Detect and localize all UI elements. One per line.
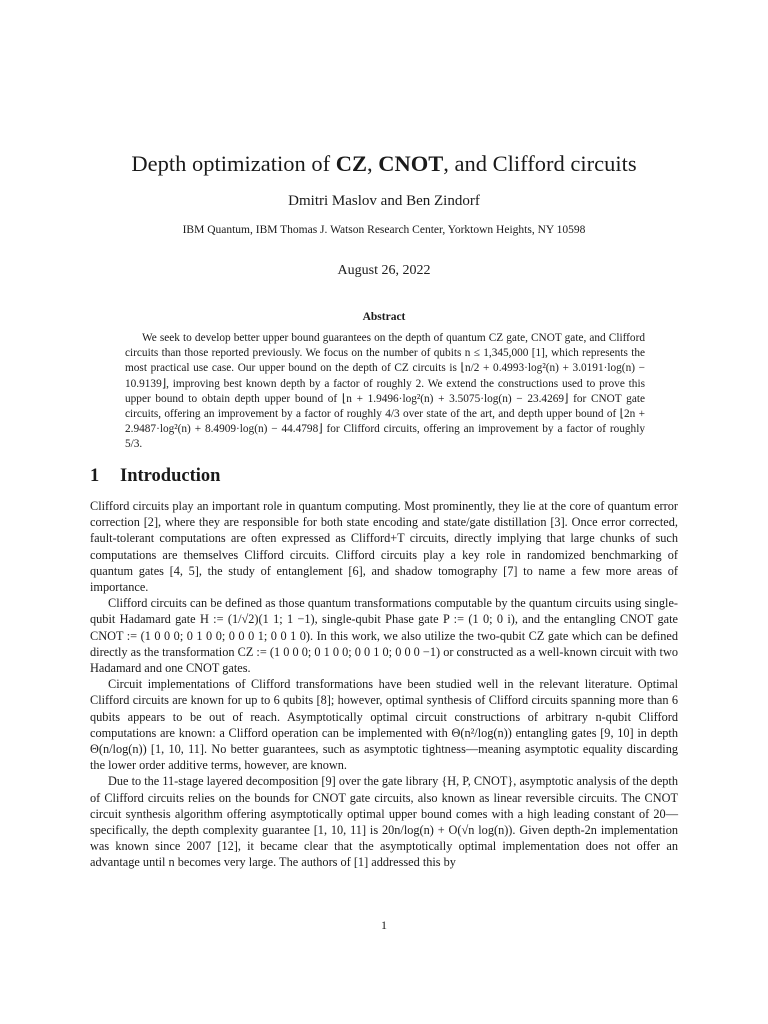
paper-title: Depth optimization of CZ, CNOT, and Clifford circuits (131, 151, 637, 176)
abstract-text: We seek to develop better upper bound guarantees on the depth of quantum CZ gate, CNOT gate, and Clifford circuits than those reported previously. We focus on the number of qubits n ≤ 1,345,000 [1], which represents the most practical use case. Our upper bound on the depth of CZ circuits is ⌊n/2 + 0.4993·log²(n) + 3.0191·log(n) − 10.9139⌋, improving best known depth by a factor of roughly 2. We extend the constructions used to prove this upper bound to obtain depth upper bound of ⌊n + 1.9496·log²(n) + 3.5075·log(n) − 23.4269⌋ for CNOT gate circuits, offering an improvement by a factor of roughly 4/3 over state of the art, and depth upper bound of ⌊2n + 2.9487·log²(n) + 8.4909·log(n) − 44.4798⌋ for Clifford circuits, offering an improvement by a factor of roughly 5/3. (125, 332, 645, 451)
abstract-heading: Abstract (362, 311, 406, 323)
paragraph: Clifford circuits play an important role in quantum computing. Most prominently, they lie at the core of quantum error correction [2], where they are responsible for both state encoding and state/gate distillation [3]. Once error corrected, fault-tolerant computations are often expressed as Clifford+T circuits, directly implying that large chunks of such computations are themselves Clifford circuits. Clifford circuits play a key role in randomized benchmarking of quantum gates [4, 5], the study of entanglement [6], and shadow tomography [7] to name a few more areas of importance. (90, 499, 678, 595)
paragraph: Circuit implementations of Clifford transformations have been studied well in the relevant literature. Optimal Clifford circuits are known for up to 6 qubits [8]; however, optimal synthesis of Clifford circuits spanning more than 6 qubits appears to be out of reach. Asymptotically optimal circuit constructions of arbitrary n-qubit Clifford computations are known: a Clifford operation can be implemented with Θ(n²/log(n)) entangling gates [9, 10] in depth Θ(n/log(n)) [1, 10, 11]. No better guarantees, such as asymptotic tightness—meaning asymptotic equality discarding the lower order additive terms, however, are known. (90, 677, 678, 773)
page-number: 1 (381, 918, 387, 932)
affiliation: IBM Quantum, IBM Thomas J. Watson Research Center, Yorktown Heights, NY 10598 (182, 224, 586, 236)
paragraph: Clifford circuits can be defined as those quantum transformations computable by the quantum circuits using single-qubit Hadamard gate H := (1/√2)(1 1; 1 −1), single-qubit Phase gate P := (1 0; 0 i), and the entangling CNOT gate CNOT := (1 0 0 0; 0 1 0 0; 0 0 0 1; 0 0 1 0). In this work, we also utilize the two-qubit CZ gate which can be defined directly as the transformation CZ := (1 0 0 0; 0 1 0 0; 0 0 1 0; 0 0 0 −1) or constructed as a well-known circuit with two Hadamard and one CNOT gates. (90, 596, 678, 676)
section-heading (90, 466, 220, 487)
body-text (90, 498, 678, 871)
date: August 26, 2022 (337, 263, 431, 278)
paragraph: Due to the 11-stage layered decomposition [9] over the gate library {H, P, CNOT}, asymptotic analysis of the depth of Clifford circuits relies on the bounds for CNOT gate circuits, also known as linear reversible circuits. The CNOT circuit synthesis algorithm offering asymptotically optimal upper bound comes with a high leading constant of 20—specifically, the depth complexity guarantee [1, 10, 11] is 20n/log(n) + O(√n log(n)). Given depth-2n implementation was known since 2007 [12], it became clear that the asymptotically optimal implementation does not offer an advantage until n becomes very large. The authors of [1] addressed this by (90, 774, 678, 870)
section-number: 1 (90, 466, 100, 486)
authors: Dmitri Maslov and Ben Zindorf (288, 193, 480, 209)
section-title: Introduction (120, 466, 221, 486)
